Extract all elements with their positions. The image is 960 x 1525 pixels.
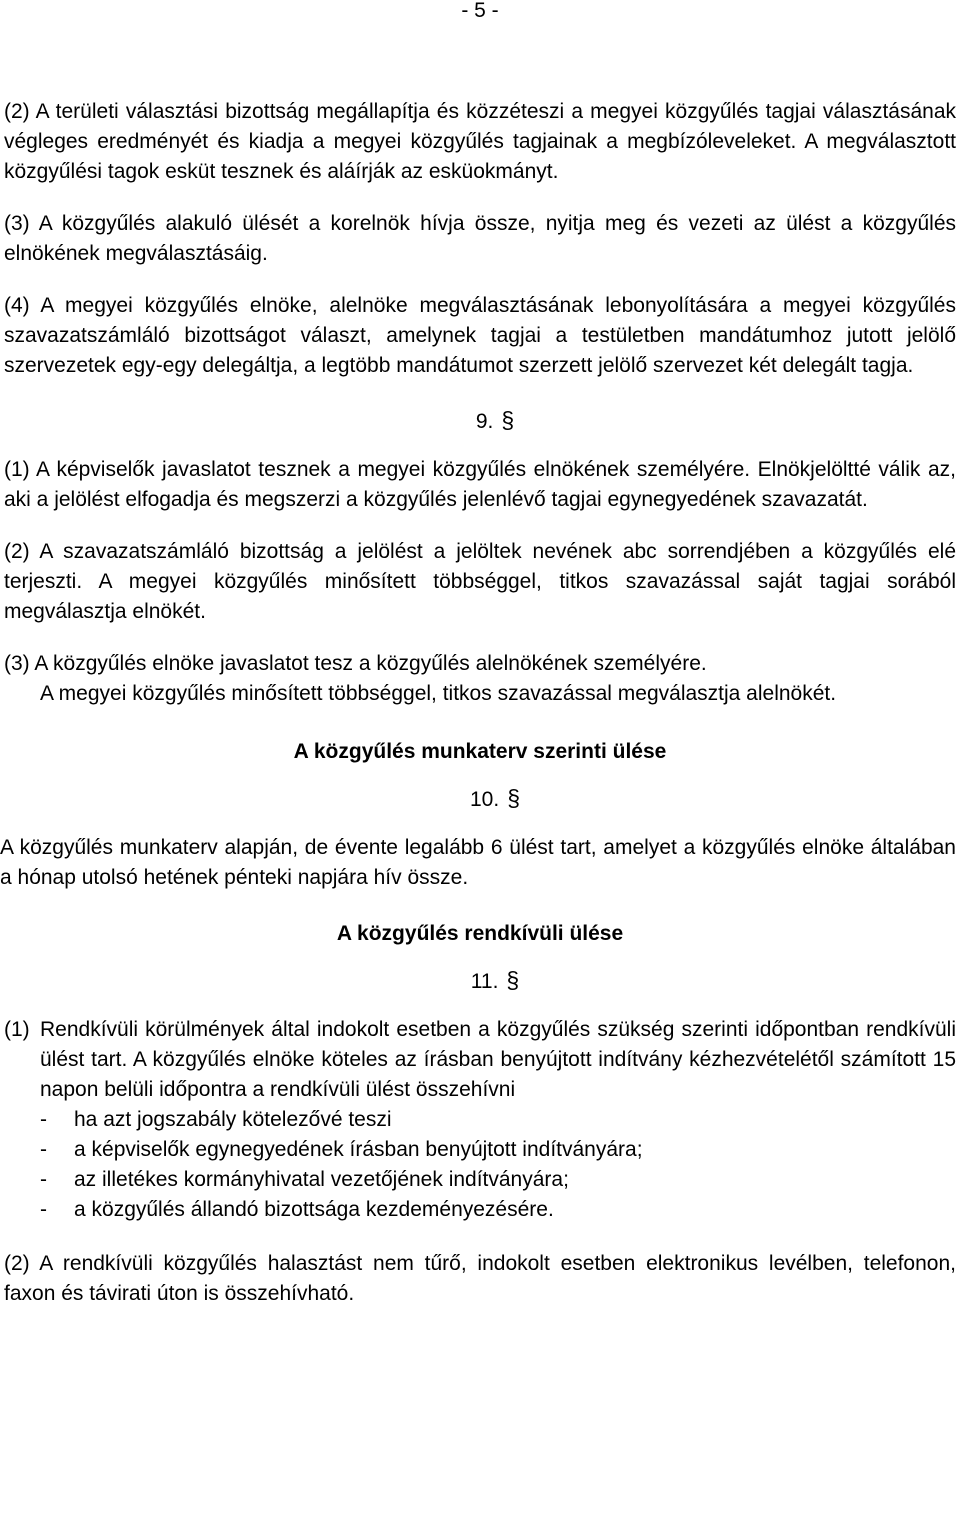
section-11-heading: A közgyűlés rendkívüli ülése — [336, 922, 624, 945]
paragraph-9-1: (1) A képviselők javaslatot tesznek a megyei közgyűlés elnökének személyére. Elnökjelöltté válik az, aki a jelölést elfogadja és megszerzi a közgyűlés jelenlévő tagjai egynegyedének szavazatát. — [4, 458, 956, 511]
list-item: - a közgyűlés állandó bizottsága kezdeményezésére. — [40, 1198, 554, 1221]
page-number: - 5 - — [461, 0, 499, 22]
paragraph-11-1 — [4, 1015, 956, 1225]
paragraph-body — [40, 1015, 956, 1225]
document-body — [0, 97, 956, 1309]
paragraph-number: (1) — [4, 1018, 30, 1041]
paragraph-8-4: (4) A megyei közgyűlés elnöke, alelnöke megválasztásának lebonyolítására a megyei közgyűlés szavazatszámláló bizottságot választ, amelynek tagjai a testületben mandátumhoz jutott jelölő szervezetek egy-egy delegáltja, a legtöbb mandátumot szerzett jelölő szervezet két delegált tagja. — [4, 294, 956, 377]
list-item: - az illetékes kormányhivatal vezetőjének indítványára; — [40, 1168, 569, 1191]
paragraph-9-3-rest: A megyei közgyűlés minősített többséggel, titkos szavazással megválasztja alelnökét. — [40, 682, 837, 705]
section-number-label: 10. — [470, 788, 500, 811]
paragraph-11-2: (2) A rendkívüli közgyűlés halasztást nem tűrő, indokolt esetben elektronikus levélben, telefonon, faxon és távirati úton is összehívható. — [4, 1252, 956, 1305]
paragraph-text: Rendkívüli körülmények által indokolt esetben a közgyűlés szükség szerinti időpontban rendkívüli ülést tart. A közgyűlés elnöke köteles az írásban benyújtott indítvány kézhezvételétől számított 15 napon belüli időpontra a rendkívüli ülést összehívni — [40, 1018, 956, 1101]
section-10-number — [4, 783, 956, 815]
list-item: - ha azt jogszabály kötelezővé teszi — [40, 1108, 392, 1131]
section-symbol-icon: § — [507, 785, 520, 811]
conditions-list — [40, 1105, 956, 1225]
paragraph-9-2: (2) A szavazatszámláló bizottság a jelölést a jelöltek nevének abc sorrendjében a közgyűlés elé terjeszti. A megyei közgyűlés minősített többséggel, titkos szavazással saját tagjai sorából megválasztja elnökét. — [4, 540, 956, 623]
paragraph-9-3-line1: (3) A közgyűlés elnöke javaslatot tesz a közgyűlés alelnökének személyére. — [4, 652, 707, 675]
section-symbol-icon: § — [501, 407, 515, 433]
section-9-number — [4, 405, 956, 437]
paragraph-8-3: (3) A közgyűlés alakuló ülését a korelnök hívja össze, nyitja meg és vezeti az ülést a közgyűlés elnökének megválasztásáig. — [4, 212, 956, 265]
paragraph-8-2: (2) A területi választási bizottság megállapítja és közzéteszi a megyei közgyűlés tagjai választásának végleges eredményét és kiadja a megyei közgyűlés tagjainak a megbízóleveleket. A megválasztott közgyűlési tagok esküt tesznek és aláírják az esküokmányt. — [4, 100, 956, 183]
paragraph-9-3 — [4, 649, 956, 709]
section-symbol-icon: § — [506, 967, 520, 993]
section-11-number — [4, 965, 956, 997]
paragraph-10: A közgyűlés munkaterv alapján, de évente legalább 6 ülést tart, amelyet a közgyűlés elnöke általában a hónap utolsó hetének pénteki napjára hív össze. — [0, 836, 956, 889]
section-number-label: 9. — [475, 410, 494, 433]
section-10-heading: A közgyűlés munkaterv szerinti ülése — [293, 740, 667, 763]
section-number-label: 11. — [470, 970, 499, 993]
list-item: - a képviselők egynegyedének írásban benyújtott indítványára; — [40, 1138, 643, 1161]
